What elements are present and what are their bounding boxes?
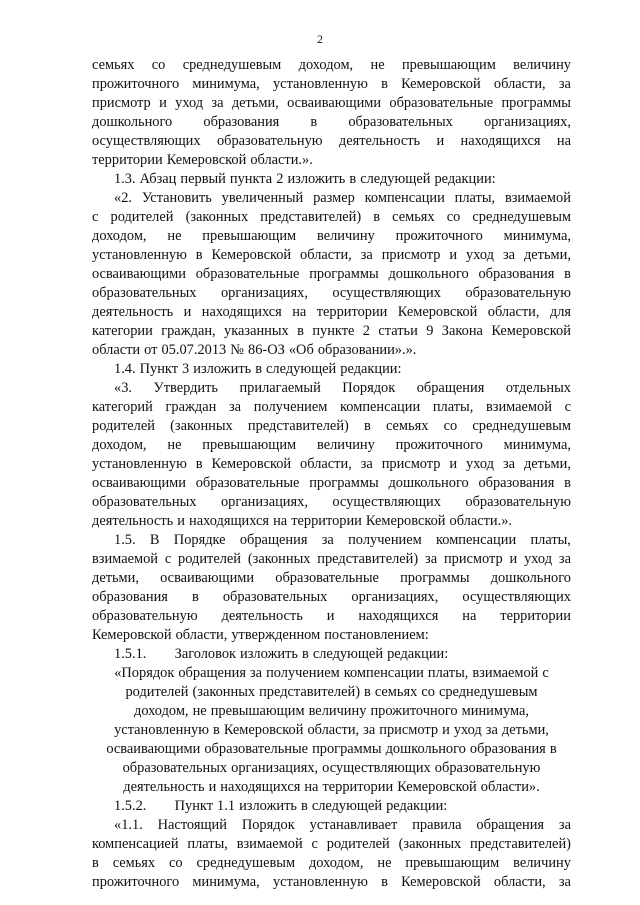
text-line: родителей (законных представителей) в семьях со среднедушевым bbox=[92, 418, 571, 434]
text-line: образовательных организациях, осуществляющих образовательную bbox=[92, 285, 571, 301]
text-line: с родителей (законных представителей) в семьях со среднедушевым bbox=[92, 209, 571, 225]
paragraph bbox=[92, 816, 571, 892]
quoted-heading bbox=[92, 664, 571, 797]
text-line: категорий граждан за получением компенсации платы, взимаемой с bbox=[92, 399, 571, 415]
document-body bbox=[92, 56, 571, 892]
text-line: установленную в Кемеровской области, за присмотр и уход за детьми, bbox=[92, 247, 571, 263]
text-line: родителей (законных представителей) в семьях со среднедушевым bbox=[125, 684, 538, 700]
text-line: деятельность и находящихся на территории Кемеровской области, для bbox=[92, 304, 571, 320]
text-line: установленную в Кемеровской области, за присмотр и уход за детьми, bbox=[92, 456, 571, 472]
text-line: присмотр и уход за детьми, осваивающими образовательные программы bbox=[92, 95, 571, 111]
text-line: образования в образовательных организациях, осуществляющих bbox=[92, 589, 571, 605]
text-line: установленную в Кемеровской области, за присмотр и уход за детьми, bbox=[114, 722, 549, 738]
text-line: прожиточного минимума, установленную в Кемеровской области, за bbox=[92, 874, 571, 890]
text-line: образовательную деятельность и находящихся на территории bbox=[92, 608, 571, 624]
text-line: «1.1. Настоящий Порядок устанавливает правила обращения за bbox=[114, 817, 571, 833]
paragraph bbox=[92, 531, 571, 645]
text-line: в семьях со среднедушевым доходом, не превышающим величину bbox=[92, 855, 571, 871]
text-line: категории граждан, указанных в пункте 2 статьи 9 Закона Кемеровской bbox=[92, 323, 571, 339]
text-line: деятельность и находящихся на территории Кемеровской области». bbox=[123, 779, 540, 795]
text-line: образовательных организациях, осуществляющих образовательную bbox=[92, 494, 571, 510]
text-line: Кемеровской области, утвержденном постановлением: bbox=[92, 627, 429, 643]
text-line: осваивающими образовательные программы дошкольного образования в bbox=[92, 266, 571, 282]
text-line: осваивающими образовательные программы дошкольного образования в bbox=[106, 741, 557, 757]
text-line: 1.5. В Порядке обращения за получением компенсации платы, bbox=[114, 532, 571, 548]
text-line: осуществляющих образовательную деятельность и находящихся на bbox=[92, 133, 571, 149]
paragraph bbox=[92, 379, 571, 531]
text-line: компенсацией платы, взимаемой с родителей (законных представителей) bbox=[92, 836, 571, 852]
text-line: области от 05.07.2013 № 86-ОЗ «Об образовании».». bbox=[92, 342, 417, 358]
text-line: 1.5.2. Пункт 1.1 изложить в следующей редакции: bbox=[114, 798, 448, 814]
text-line: детьми, осваивающими образовательные программы дошкольного bbox=[92, 570, 571, 586]
text-line: «2. Установить увеличенный размер компенсации платы, взимаемой bbox=[114, 190, 571, 206]
text-line: «3. Утвердить прилагаемый Порядок обращения отдельных bbox=[114, 380, 571, 396]
paragraph bbox=[92, 645, 571, 664]
text-line: 1.3. Абзац первый пункта 2 изложить в следующей редакции: bbox=[114, 171, 496, 187]
paragraph bbox=[92, 189, 571, 360]
text-line: доходом, не превышающим величину прожиточного минимума, bbox=[92, 437, 571, 453]
text-line: взимаемой с родителей (законных представителей) за присмотр и уход за bbox=[92, 551, 571, 567]
text-line: осваивающими образовательные программы дошкольного образования в bbox=[92, 475, 571, 491]
text-line: деятельность и находящихся на территории Кемеровской области.». bbox=[92, 513, 513, 529]
text-line: 1.4. Пункт 3 изложить в следующей редакции: bbox=[114, 361, 402, 377]
text-line: 1.5.1. Заголовок изложить в следующей редакции: bbox=[114, 646, 449, 662]
text-line: прожиточного минимума, установленную в Кемеровской области, за bbox=[92, 76, 571, 92]
text-line: территории Кемеровской области.». bbox=[92, 152, 313, 168]
text-line: семьях со среднедушевым доходом, не превышающим величину bbox=[92, 57, 571, 73]
paragraph bbox=[92, 797, 571, 816]
page-number: 2 bbox=[317, 32, 323, 46]
paragraph bbox=[92, 56, 571, 170]
text-line: дошкольного образования в образовательных организациях, bbox=[92, 114, 571, 130]
paragraph bbox=[92, 170, 571, 189]
text-line: доходом, не превышающим величину прожиточного минимума, bbox=[134, 703, 529, 719]
text-line: образовательных организациях, осуществляющих образовательную bbox=[122, 760, 541, 776]
paragraph bbox=[92, 360, 571, 379]
text-line: «Порядок обращения за получением компенсации платы, взимаемой с bbox=[114, 665, 549, 681]
text-line: доходом, не превышающим величину прожиточного минимума, bbox=[92, 228, 571, 244]
